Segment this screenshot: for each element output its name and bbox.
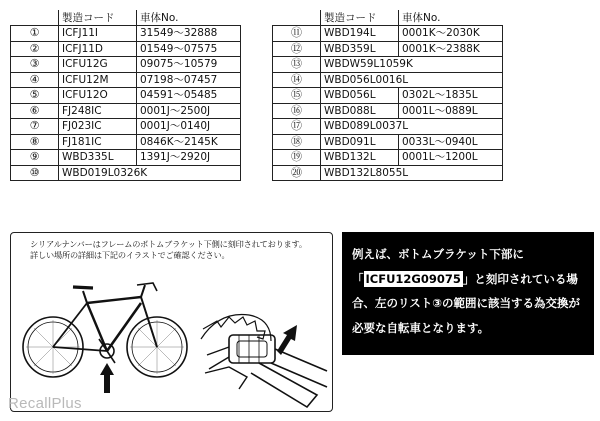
note-quote-close: 」 xyxy=(462,271,475,286)
row-number: ⑯ xyxy=(273,103,321,119)
row-number: ② xyxy=(11,41,59,57)
table-row xyxy=(273,119,503,135)
frame-number-range: 04591～05485 xyxy=(137,88,241,104)
table-row xyxy=(11,134,241,150)
manufacture-code: WBD335L xyxy=(59,150,137,166)
row-number: ⑤ xyxy=(11,88,59,104)
column-header-code: 製造コード xyxy=(321,10,399,26)
manufacture-code: WBD056L0016L xyxy=(321,72,503,88)
frame-number-range: 01549～07575 xyxy=(137,41,241,57)
serial-table-right xyxy=(272,10,503,181)
manufacture-code: WBD091L xyxy=(321,134,399,150)
row-number: ⑩ xyxy=(11,165,59,181)
guide-text-line1: シリアルナンバーはフレームのボトムブラケット下側に刻印されております。 xyxy=(30,239,307,249)
table-row xyxy=(11,150,241,166)
frame-number-range: 07198～07457 xyxy=(137,72,241,88)
table-row xyxy=(273,134,503,150)
row-number: ④ xyxy=(11,72,59,88)
manufacture-code: WBD019L0326K xyxy=(59,165,241,181)
serial-table-left xyxy=(10,10,241,181)
manufacture-code: WBD359L xyxy=(321,41,399,57)
manufacture-code: WBDW59L1059K xyxy=(321,57,503,73)
example-serial-code: ICFU12G09075 xyxy=(365,271,461,286)
table-row xyxy=(273,88,503,104)
right-header-row xyxy=(273,10,503,26)
table-row xyxy=(273,41,503,57)
header-blank-cell xyxy=(273,10,321,26)
table-row xyxy=(273,103,503,119)
table-row xyxy=(11,41,241,57)
manufacture-code: WBD056L xyxy=(321,88,399,104)
manufacture-code: WBD089L0037L xyxy=(321,119,503,135)
table-row xyxy=(273,72,503,88)
manufacture-code: WBD088L xyxy=(321,103,399,119)
manufacture-code: WBD132L xyxy=(321,150,399,166)
frame-number-range: 0846K～2145K xyxy=(137,134,241,150)
frame-number-range: 0001L～1200L xyxy=(399,150,503,166)
table-row xyxy=(11,119,241,135)
bottom-bracket-closeup xyxy=(199,277,329,409)
table-row xyxy=(273,26,503,42)
column-header-range: 車体No. xyxy=(137,10,241,26)
frame-number-range: 09075～10579 xyxy=(137,57,241,73)
row-number: ⑱ xyxy=(273,134,321,150)
frame-number-range: 1391J～2920J xyxy=(137,150,241,166)
manufacture-code: ICFJ11I xyxy=(59,26,137,42)
frame-number-range: 0001K～2030K xyxy=(399,26,503,42)
frame-number-range: 0001J～2500J xyxy=(137,103,241,119)
frame-number-range: 0001J～0140J xyxy=(137,119,241,135)
row-number: ③ xyxy=(11,57,59,73)
row-number: ⑪ xyxy=(273,26,321,42)
note-quote-open: 「 xyxy=(352,271,364,286)
watermark-text: RecallPlus xyxy=(8,395,82,412)
manufacture-code: ICFU12M xyxy=(59,72,137,88)
row-number: ⑨ xyxy=(11,150,59,166)
header-blank-cell xyxy=(11,10,59,26)
frame-number-range: 0001K～2388K xyxy=(399,41,503,57)
frame-number-range: 0302L～1835L xyxy=(399,88,503,104)
manufacture-code: WBD194L xyxy=(321,26,399,42)
table-row xyxy=(11,88,241,104)
table-row xyxy=(11,165,241,181)
table-row xyxy=(273,165,503,181)
row-number: ① xyxy=(11,26,59,42)
row-number: ⑫ xyxy=(273,41,321,57)
manufacture-code: ICFU12O xyxy=(59,88,137,104)
row-number: ⑮ xyxy=(273,88,321,104)
row-number: ⑦ xyxy=(11,119,59,135)
row-number: ⑧ xyxy=(11,134,59,150)
frame-number-range: 0001L～0889L xyxy=(399,103,503,119)
left-header-row xyxy=(11,10,241,26)
row-number: ⑳ xyxy=(273,165,321,181)
arrow-up-icon xyxy=(100,363,114,393)
manufacture-code: ICFJ11D xyxy=(59,41,137,57)
frame-number-range: 0033L～0940L xyxy=(399,134,503,150)
manufacture-code: FJ181IC xyxy=(59,134,137,150)
row-number: ⑭ xyxy=(273,72,321,88)
table-row xyxy=(11,57,241,73)
column-header-code: 製造コード xyxy=(59,10,137,26)
frame-number-range: 31549～32888 xyxy=(137,26,241,42)
manufacture-code: WBD132L8055L xyxy=(321,165,503,181)
row-number: ⑬ xyxy=(273,57,321,73)
manufacture-code: ICFU12G xyxy=(59,57,137,73)
example-note xyxy=(342,232,594,355)
row-number: ⑰ xyxy=(273,119,321,135)
bicycle-illustration xyxy=(19,263,189,408)
row-number: ⑥ xyxy=(11,103,59,119)
table-row xyxy=(11,72,241,88)
table-row xyxy=(273,57,503,73)
table-row xyxy=(11,26,241,42)
row-number: ⑲ xyxy=(273,150,321,166)
note-text-part1: 例えば、ボトムブラケット下部に xyxy=(352,247,524,261)
table-row xyxy=(11,103,241,119)
serial-location-guide xyxy=(10,232,333,412)
column-header-range: 車体No. xyxy=(399,10,503,26)
table-row xyxy=(273,150,503,166)
guide-text-line2: 詳しい場所の詳細は下記のイラストでご確認ください。 xyxy=(30,250,230,260)
note-text-part2: と刻印されている場合、左のリスト③の範囲に該当する為交換が必要な自転車となります。 xyxy=(352,271,581,335)
manufacture-code: FJ248IC xyxy=(59,103,137,119)
manufacture-code: FJ023IC xyxy=(59,119,137,135)
